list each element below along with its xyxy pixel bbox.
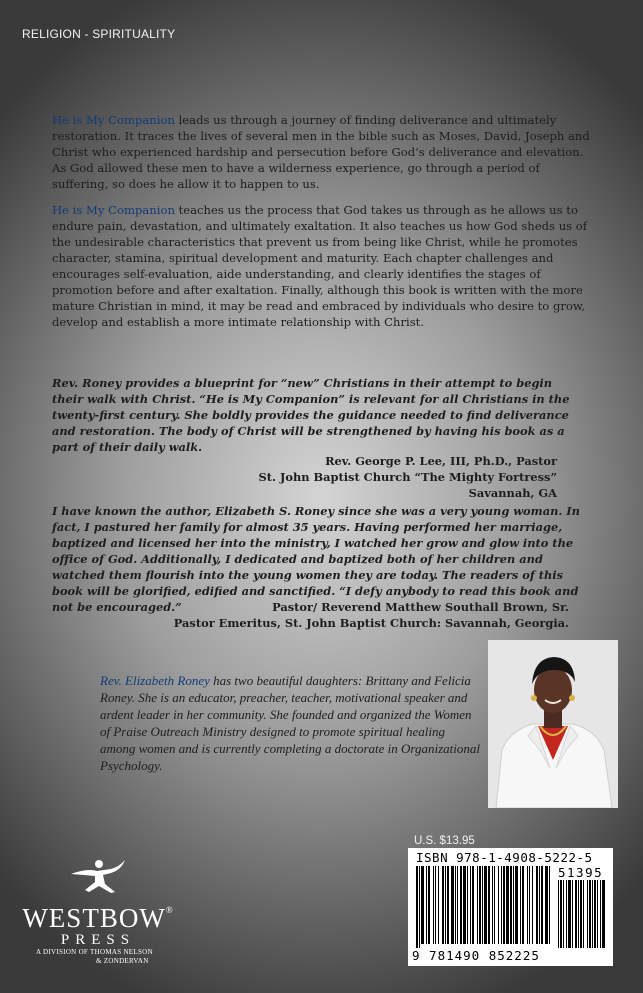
barcode-bar (428, 866, 430, 944)
book-title-mention: He is My Companion (52, 203, 175, 217)
endorsement-quote: I have known the author, Elizabeth S. Roney since she was a very young woman. In fact, I pastured her family for almost 35 years. Having performed her marriage, baptized and licensed her into the ministry, I watched her grow and glow into the office of God. Additionally, I dedicated and baptized both of her children and watched them flourish into the young women they are today. The readers of this book will be glorified, edified and sanctified. “I defy anybody to read this book and not be encouraged.” (52, 504, 580, 614)
barcode-bar (522, 866, 524, 944)
barcode-bar (419, 866, 420, 948)
isbn-label: ISBN 978-1-4908-5222-5 (416, 850, 593, 865)
addon-bar (558, 880, 559, 948)
addon-bar (600, 880, 601, 948)
barcode-bar (470, 866, 471, 944)
barcode-bar (488, 866, 490, 944)
barcode-bar (445, 866, 446, 944)
barcode-bar (492, 866, 493, 944)
barcode-bar (479, 866, 481, 944)
addon-bar (572, 880, 573, 948)
barcode-bar (477, 866, 478, 944)
barcode-bar (532, 866, 533, 944)
endorsement-attribution (174, 599, 569, 631)
barcode-bar (484, 866, 487, 944)
description-text: teaches us the process that God takes us through as he allows us to endure pain, devastation, and ultimately exaltation. It also teaches us how God sheds us of the undesirable characteristics that prevent us from being like Christ, while he promotes character, stamina, spiritual development and maturity. Each chapter challenges and encourages self-evaluation, aide understanding, and clearly identifies the stages of promotion before and after exaltation. Finally, although this book is written with the more mature Christian in mind, it may be read and embraced by individuals who desire to grow, develop and establish a more intimate relationship with Christ. (52, 203, 588, 329)
barcode-bar (506, 866, 509, 944)
trademark-symbol: ® (165, 905, 174, 915)
addon-bar (560, 880, 562, 948)
author-photo (488, 640, 618, 808)
publisher-name (14, 896, 182, 932)
addon-bar (587, 880, 588, 948)
book-title-mention: He is My Companion (52, 113, 175, 127)
addon-bar (575, 880, 577, 948)
barcode-bar (438, 866, 439, 944)
barcode-bar (416, 866, 418, 948)
barcode-bar (433, 866, 434, 944)
barcode-bars (414, 866, 608, 948)
description-paragraph-2 (52, 202, 592, 330)
addon-bar (566, 880, 567, 948)
barcode-bar (463, 866, 466, 944)
barcode-bar (455, 866, 456, 944)
barcode-bar (529, 866, 530, 944)
barcode-bar (513, 866, 514, 944)
addon-bar (597, 880, 598, 948)
publisher-press: PRESS (60, 932, 136, 948)
barcode-bar (498, 866, 499, 944)
barcode-bar (549, 866, 550, 944)
barcode-bar (527, 866, 528, 944)
author-bio-text: has two beautiful daughters: Brittany and Felicia Roney. She is an educator, preacher, teacher, motivational speaker and ardent leader in her community. She founded and organized the Women of Praise Outreach Ministry designed to promote spiritual healing among women and is currently completing a doctorate in Organizational Psychology. (100, 673, 480, 773)
barcode-bar (510, 866, 512, 944)
barcode-bar (515, 866, 518, 944)
endorser-name: Rev. George P. Lee, III, Ph.D., Pastor (325, 454, 557, 468)
barcode-bar (541, 866, 543, 944)
addon-digits: 51395 (558, 865, 604, 880)
endorser-church: St. John Baptist Church “The Mighty Fortress” (258, 470, 557, 484)
addon-bar (594, 880, 596, 948)
addon-bar (580, 880, 582, 948)
barcode-bar (435, 866, 436, 944)
barcode-bar (501, 866, 502, 944)
publisher-division-1: A DIVISION OF THOMAS NELSON (36, 948, 153, 956)
endorsement-quote: Rev. Roney provides a blueprint for “new” Christians in their attempt to begin their walk with Christ. “He is My Companion” is relevant for all Christians in the twenty-first century. She boldly provides the guidance needed to find deliverance and restoration. The body of Christ will be strengthened by having his book as a part of their daily walk. (52, 376, 570, 454)
endorser-city: Savannah, GA (468, 486, 557, 500)
description-text: leads us through a journey of finding deliverance and ultimately restoration. It traces the lives of several men in the bible such as Moses, David, Joseph and Christ who experienced hardship and persecution before God’s deliverance and elevation. As God allowed these men to have a wilderness experience, go through a period of suffering, so does he allow it to happen to us. (52, 113, 590, 191)
isbn-barcode (408, 848, 613, 966)
barcode-bar (520, 866, 521, 944)
addon-bar (602, 880, 605, 948)
barcode-bar (482, 866, 483, 944)
author-name: Rev. Elizabeth Roney (100, 673, 210, 688)
description-paragraph-1 (52, 112, 592, 192)
author-bio (100, 672, 480, 774)
endorsement-attribution (259, 453, 557, 501)
addon-bar (578, 880, 579, 948)
barcode-bar (494, 866, 495, 944)
publisher-logo (14, 858, 182, 966)
barcode-bar (545, 866, 548, 944)
barcode-bar (451, 866, 454, 944)
category-label: RELIGION - SPIRITUALITY (22, 27, 176, 41)
addon-bar (583, 880, 584, 948)
endorser-church: Pastor Emeritus, St. John Baptist Church: Savannah, Georgia. (173, 616, 569, 630)
addon-bar (568, 880, 571, 948)
barcode-bar (503, 866, 505, 944)
barcode-bar (460, 866, 462, 944)
barcode-bar (536, 866, 538, 944)
publisher-name-text: WESTBOW (22, 903, 166, 933)
barcode-bar (442, 866, 444, 944)
barcode-bar (426, 866, 427, 944)
addon-bar (563, 880, 564, 948)
barcode-digits: 9 781490 852225 (412, 948, 540, 963)
barcode-bar (467, 866, 468, 944)
addon-bar (592, 880, 593, 948)
author-portrait-illustration (488, 640, 618, 808)
barcode-bar (447, 866, 449, 944)
publisher-division-2: & ZONDERVAN (96, 957, 149, 965)
running-figure-icon (67, 858, 129, 894)
endorser-name: Pastor/ Reverend Matthew Southall Brown, Sr. (272, 600, 569, 614)
price-label: U.S. $13.95 (414, 835, 475, 847)
addon-bar (589, 880, 591, 948)
barcode-bar (421, 866, 424, 944)
barcode-bar (457, 866, 458, 944)
barcode-bar (472, 866, 474, 944)
barcode-bar (539, 866, 540, 944)
